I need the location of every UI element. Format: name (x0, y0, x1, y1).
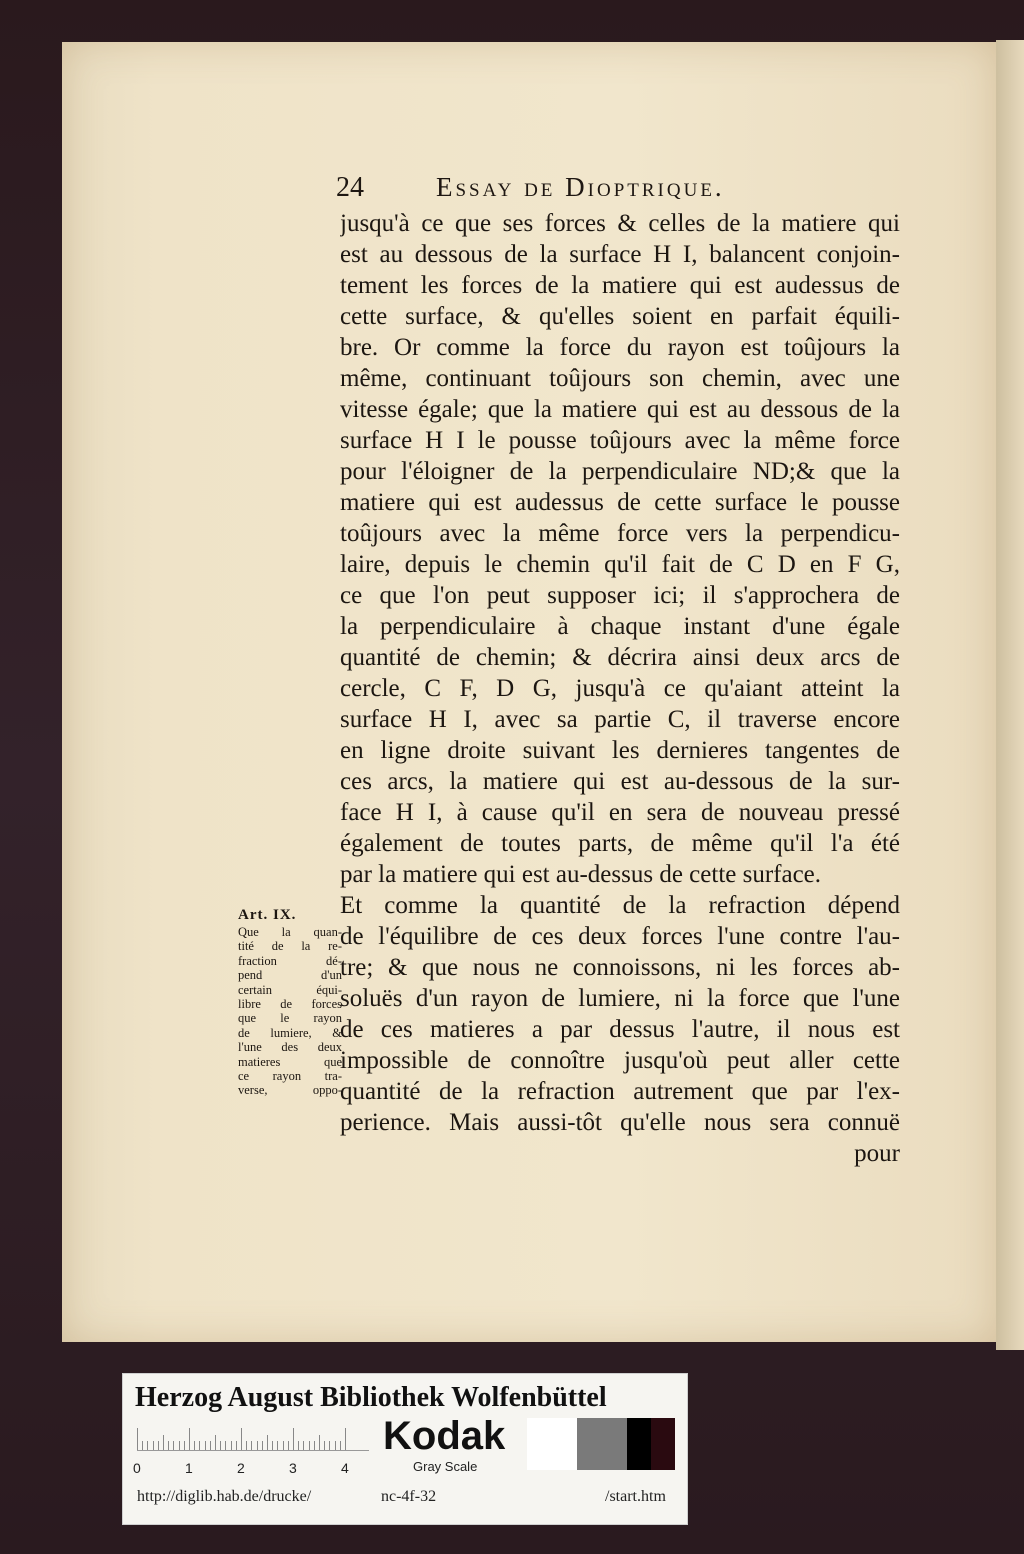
catchword: pour (854, 1140, 900, 1167)
text-line: vitesse égale; que la matiere qui est au dessous de la (340, 396, 900, 423)
ruler-tick (215, 1435, 216, 1450)
ruler-tick (340, 1441, 341, 1450)
ruler-tick (262, 1441, 263, 1450)
text-line: de ces matieres a par dessus l'autre, il nous est (340, 1016, 900, 1043)
ruler-tick (184, 1441, 185, 1450)
text-line: tement les forces de la matiere qui est audessus de (340, 272, 900, 299)
ruler-tick (345, 1428, 346, 1450)
ruler-number: 0 (133, 1460, 141, 1476)
text-line: face H I, à cause qu'il en sera de nouveau pressé (340, 799, 900, 826)
ruler-tick (329, 1441, 330, 1450)
text-line: surface H I le pousse toûjours avec la même force (340, 427, 900, 454)
text-line: cercle, C F, D G, jusqu'à ce qu'aiant atteint la (340, 675, 900, 702)
ruler-tick (137, 1428, 138, 1450)
text-line: bre. Or comme la force du rayon est toûjours la (340, 334, 900, 361)
ruler-tick (319, 1435, 320, 1450)
ruler-tick (272, 1441, 273, 1450)
ruler-number: 3 (289, 1460, 297, 1476)
ruler-tick (231, 1441, 232, 1450)
ruler-tick (309, 1441, 310, 1450)
ruler-tick (173, 1441, 174, 1450)
text-line: en ligne droite suivant les dernieres tangentes de (340, 737, 900, 764)
ruler-tick (158, 1441, 159, 1450)
ruler-tick (179, 1441, 180, 1450)
text-line: matiere qui est audessus de cette surface le pousse (340, 489, 900, 516)
margin-heading: Art. IX. (238, 907, 297, 923)
ruler-tick (163, 1435, 164, 1450)
text-line: impossible de connoître jusqu'où peut aller cette (340, 1047, 900, 1074)
ruler-number: 4 (341, 1460, 349, 1476)
swatch-gray (577, 1418, 627, 1470)
ruler-tick (236, 1441, 237, 1450)
text-line: de l'équilibre de ces deux forces l'une contre l'au- (340, 923, 900, 950)
swatch-black (627, 1418, 651, 1470)
running-title: Essay de Dioptrique. (436, 172, 725, 202)
text-line: ce que l'on peut supposer ici; il s'approchera de (340, 582, 900, 609)
text-line: perience. Mais aussi-tôt qu'elle nous sera connuë (340, 1109, 900, 1136)
text-line: la perpendiculaire à chaque instant d'une égale (340, 613, 900, 640)
margin-line: tité de la re- (238, 939, 342, 954)
ruler-number: 2 (237, 1460, 245, 1476)
ruler-tick (288, 1441, 289, 1450)
ruler-tick (142, 1441, 143, 1450)
text-line: est au dessous de la surface H I, balancent conjoin- (340, 241, 900, 268)
shelfmark-code: nc-4f-32 (381, 1488, 437, 1505)
text-line: laire, depuis le chemin qu'il fait de C D en F G, (340, 551, 900, 578)
scale-ruler (137, 1424, 369, 1451)
ruler-tick (205, 1441, 206, 1450)
text-line: jusqu'à ce que ses forces & celles de la matiere qui (340, 210, 900, 237)
text-line: même, continuant toûjours son chemin, avec une (340, 365, 900, 392)
margin-note (238, 905, 342, 1098)
margin-line: verse, oppo- (238, 1083, 342, 1098)
text-line: Et comme la quantité de la refraction dépend (340, 892, 900, 919)
text-line: surface H I, avec sa partie C, il traverse encore (340, 706, 900, 733)
ruler-tick (220, 1441, 221, 1450)
text-line: tre; & que nous ne connoissons, ni les forces ab- (340, 954, 900, 981)
swatch-maroon (651, 1418, 675, 1470)
page-number: 24 (336, 172, 364, 203)
gray-scale-label: Gray Scale (413, 1459, 478, 1474)
text-line: quantité de chemin; & décrira ainsi deux arcs de (340, 644, 900, 671)
ruler-tick (147, 1441, 148, 1450)
library-target-card (122, 1373, 688, 1525)
margin-line: fraction dé- (238, 953, 342, 968)
text-line: pour l'éloigner de la perpendiculaire ND;& que la (340, 458, 900, 485)
ruler-tick (298, 1441, 299, 1450)
margin-line: Que la quan- (238, 925, 342, 939)
ruler-tick (251, 1441, 252, 1450)
body-text (340, 208, 900, 1169)
ruler-tick (194, 1441, 195, 1450)
margin-line: de lumiere, & (238, 1025, 342, 1040)
ruler-tick (293, 1428, 294, 1450)
url-right: /start.htm (605, 1488, 666, 1505)
ruler-tick (335, 1441, 336, 1450)
ruler-tick (324, 1441, 325, 1450)
text-line: également de toutes parts, de même qu'il l'a été (340, 830, 900, 857)
text-line: ces arcs, la matiere qui est au-dessous de la sur- (340, 768, 900, 795)
margin-line: ce rayon tra- (238, 1068, 342, 1083)
text-line: quantité de la refraction autrement que par l'ex- (340, 1078, 900, 1105)
ruler-tick (277, 1441, 278, 1450)
ruler-tick (199, 1441, 200, 1450)
ruler-numbers (133, 1460, 373, 1478)
text-line: toûjours avec la même force vers la perpendicu- (340, 520, 900, 547)
ruler-number: 1 (185, 1460, 193, 1476)
margin-lines (238, 925, 342, 1098)
ruler-tick (246, 1441, 247, 1450)
margin-line: certain équi- (238, 982, 342, 997)
library-title: Herzog August Bibliothek Wolfenbüttel (135, 1382, 607, 1413)
ruler-tick (257, 1441, 258, 1450)
url-left: http://diglib.hab.de/drucke/ (137, 1488, 312, 1505)
kodak-logo: Kodak (383, 1414, 506, 1458)
ruler-tick (303, 1441, 304, 1450)
ruler-tick (225, 1441, 226, 1450)
ruler-tick (210, 1441, 211, 1450)
ruler-tick (267, 1435, 268, 1450)
ruler-tick (283, 1441, 284, 1450)
facing-page-edge (996, 40, 1024, 1350)
ruler-tick (168, 1441, 169, 1450)
ruler-tick (314, 1441, 315, 1450)
ruler-tick (241, 1428, 242, 1450)
swatch-white (527, 1418, 577, 1470)
margin-line: libre de forces (238, 996, 342, 1011)
text-line: par la matiere qui est au-dessus de cette surface. (340, 861, 822, 888)
margin-line: pend d'un (238, 968, 342, 983)
margin-line: matieres que (238, 1054, 342, 1069)
ruler-tick (153, 1441, 154, 1450)
margin-line: que le rayon (238, 1011, 342, 1026)
page-header (336, 172, 896, 212)
ruler-tick (189, 1428, 190, 1450)
margin-line: l'une des deux (238, 1040, 342, 1055)
text-line: cette surface, & qu'elles soient en parfait équili- (340, 303, 900, 330)
text-line: soluës d'un rayon de lumiere, ni la force que l'une (340, 985, 900, 1012)
